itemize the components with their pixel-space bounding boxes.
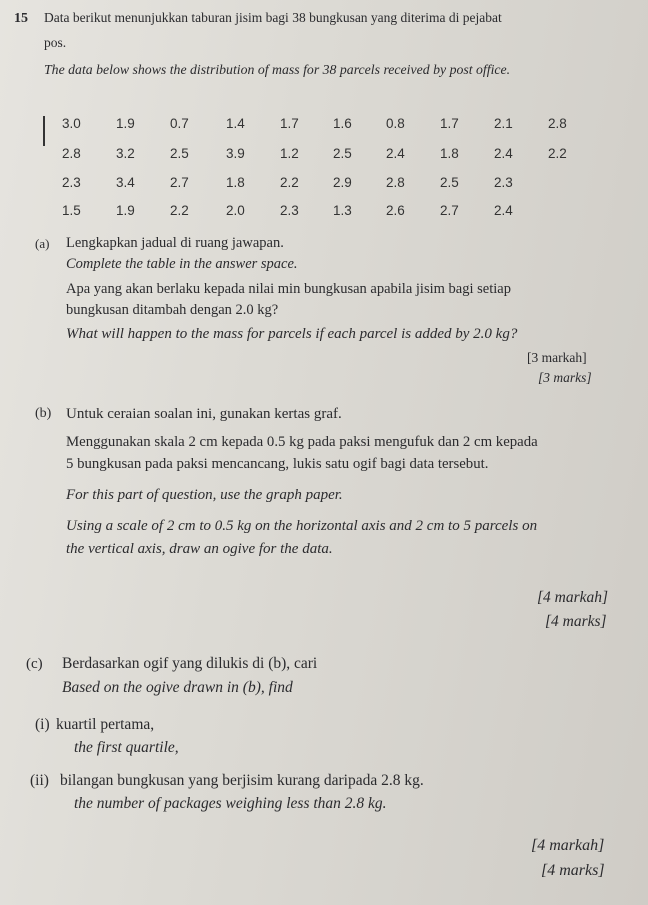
- table-cell: 2.5: [170, 146, 189, 161]
- table-cell: 1.9: [116, 116, 135, 131]
- table-cell: 2.8: [386, 175, 405, 190]
- part-c-malay-1: Berdasarkan ogif yang dilukis di (b), cari: [62, 655, 318, 672]
- table-cell: 2.9: [333, 175, 352, 190]
- part-c-i-malay: kuartil pertama,: [56, 716, 155, 733]
- table-cell: 2.3: [280, 203, 299, 218]
- part-c-ii-malay: bilangan bungkusan yang berjisim kurang daripada 2.8 kg.: [60, 772, 424, 789]
- table-cell: 3.0: [62, 116, 81, 131]
- part-a-english-2: What will happen to the mass for parcels if each parcel is added by 2.0 kg?: [66, 326, 518, 342]
- part-c-i-label: (i): [35, 716, 50, 733]
- table-cell: 1.6: [333, 116, 352, 131]
- table-cell: 2.4: [494, 146, 513, 161]
- table-cell: 2.3: [62, 175, 81, 190]
- table-cell: 2.7: [440, 203, 459, 218]
- part-c-english-1: Based on the ogive drawn in (b), find: [62, 679, 293, 696]
- part-c-marks-malay: [4 markah]: [531, 837, 605, 854]
- table-cell: 2.1: [494, 116, 513, 131]
- question-number: 15: [14, 11, 28, 26]
- intro-malay-line-2: pos.: [44, 35, 67, 50]
- part-b-marks-english: [4 marks]: [545, 613, 607, 630]
- table-cell: 2.8: [62, 146, 81, 161]
- part-a-malay-2b: bungkusan ditambah dengan 2.0 kg?: [66, 302, 279, 318]
- table-cell: 2.0: [226, 203, 245, 218]
- part-b-label: (b): [35, 406, 52, 421]
- table-cell: 1.9: [116, 203, 135, 218]
- table-left-bar: [43, 116, 45, 146]
- table-cell: 2.2: [280, 175, 299, 190]
- part-c-marks-english: [4 marks]: [541, 862, 605, 879]
- intro-english: The data below shows the distribution of mass for 38 parcels received by post office.: [44, 62, 511, 77]
- table-cell: 2.3: [494, 175, 513, 190]
- part-b-malay-2a: Menggunakan skala 2 cm kepada 0.5 kg pada paksi mengufuk dan 2 cm kepada: [66, 434, 538, 450]
- part-b-english-1: For this part of question, use the graph paper.: [66, 487, 343, 503]
- table-cell: 2.4: [494, 203, 513, 218]
- part-b-english-2a: Using a scale of 2 cm to 0.5 kg on the horizontal axis and 2 cm to 5 parcels on: [66, 518, 538, 534]
- intro-malay-line-1: Data berikut menunjukkan taburan jisim bagi 38 bungkusan yang diterima di pejabat: [44, 10, 502, 25]
- table-cell: 1.7: [440, 116, 459, 131]
- table-cell: 2.6: [386, 203, 405, 218]
- table-cell: 2.2: [548, 146, 567, 161]
- table-cell: 2.7: [170, 175, 189, 190]
- table-cell: 3.9: [226, 146, 245, 161]
- part-a-malay-2a: Apa yang akan berlaku kepada nilai min bungkusan apabila jisim bagi setiap: [66, 281, 511, 297]
- table-cell: 2.8: [548, 116, 567, 131]
- table-cell: 1.8: [226, 175, 245, 190]
- table-cell: 0.8: [386, 116, 405, 131]
- table-cell: 0.7: [170, 116, 189, 131]
- part-c-ii-english: the number of packages weighing less than 2.8 kg.: [74, 795, 387, 812]
- table-cell: 2.5: [333, 146, 352, 161]
- table-cell: 1.8: [440, 146, 459, 161]
- part-c-label: (c): [26, 656, 43, 672]
- part-b-malay-1: Untuk ceraian soalan ini, gunakan kertas graf.: [66, 406, 342, 422]
- part-b-malay-2b: 5 bungkusan pada paksi mencancang, lukis satu ogif bagi data tersebut.: [66, 456, 489, 472]
- part-c-i-english: the first quartile,: [74, 739, 179, 756]
- part-c-ii-label: (ii): [30, 772, 49, 789]
- part-a-marks-english: [3 marks]: [538, 370, 592, 385]
- part-b-marks-malay: [4 markah]: [537, 589, 609, 606]
- part-a-marks-malay: [3 markah]: [527, 350, 587, 365]
- part-a-malay-1: Lengkapkan jadual di ruang jawapan.: [66, 235, 284, 251]
- table-cell: 2.2: [170, 203, 189, 218]
- part-a-label: (a): [35, 236, 50, 251]
- table-cell: 2.4: [386, 146, 405, 161]
- table-cell: 2.5: [440, 175, 459, 190]
- table-cell: 1.4: [226, 116, 245, 131]
- table-cell: 1.2: [280, 146, 299, 161]
- table-cell: 1.5: [62, 203, 81, 218]
- table-cell: 3.2: [116, 146, 135, 161]
- table-cell: 1.7: [280, 116, 299, 131]
- table-cell: 1.3: [333, 203, 352, 218]
- part-a-english-1: Complete the table in the answer space.: [66, 256, 298, 272]
- table-cell: 3.4: [116, 175, 135, 190]
- part-b-english-2b: the vertical axis, draw an ogive for the data.: [66, 541, 333, 557]
